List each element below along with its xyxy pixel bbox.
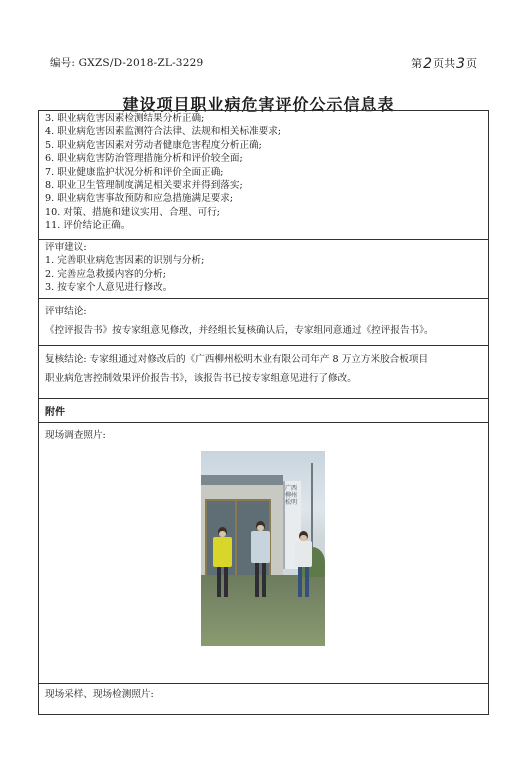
info-table <box>38 110 489 715</box>
recheck-line-2: 职业病危害控制效果评价报告书》，该报告书已按专家组意见进行了修改。 <box>45 373 357 384</box>
page-suffix: 页 <box>466 57 477 70</box>
conclusion-text: 《控评报告书》按专家组意见修改，并经组长复核确认后，专家组同意通过《控评报告书》。 <box>45 325 434 337</box>
page-mid: 页共 <box>433 57 456 70</box>
review-conclusion-cell <box>39 299 489 346</box>
suggestion-item: 3. 按专家个人意见进行修改。 <box>45 282 173 294</box>
suggestions-label: 评审建议: <box>45 242 87 253</box>
criteria-item: 8. 职业卫生管理制度满足相关要求并得到落实; <box>45 180 243 192</box>
evaluation-criteria-cell <box>39 111 489 240</box>
document-number: 编号: GXZS/D-2018-ZL-3229 <box>50 57 204 69</box>
review-suggestions-cell <box>39 240 489 299</box>
criteria-item: 9. 职业病危害事故预防和应急措施满足要求; <box>45 193 234 205</box>
site-photo-cell <box>39 423 489 684</box>
conclusion-label: 评审结论: <box>45 306 87 317</box>
site-survey-photo <box>201 451 325 646</box>
criteria-item: 11. 评价结论正确。 <box>45 220 131 232</box>
recheck-conclusion-cell <box>39 346 489 399</box>
criteria-item: 3. 职业病危害因素检测结果分析正确; <box>45 113 205 124</box>
site-photo-label: 现场调查照片: <box>45 430 106 441</box>
criteria-item: 10. 对策、措施和建议实用、合理、可行; <box>45 206 221 218</box>
suggestion-item: 1. 完善职业病危害因素的识别与分析; <box>45 255 205 267</box>
photo-roof <box>201 475 283 485</box>
page-header <box>50 55 477 71</box>
criteria-item: 7. 职业健康监护状况分析和评价全面正确; <box>45 166 224 178</box>
page-current-handwritten: 2 <box>423 56 433 72</box>
recheck-line-1: 复核结论: 专家组通过对修改后的《广西柳州松明木业有限公司年产 8 万立方米胶合板项目 <box>45 354 429 365</box>
photo-sign-text: 广西柳州松明 <box>285 485 298 506</box>
page-prefix: 第 <box>411 57 423 70</box>
document-title: 建设项目职业病危害评价公示信息表 <box>122 95 395 114</box>
attachments-heading: 附件 <box>39 399 489 423</box>
sampling-photo-cell <box>39 684 489 715</box>
page-indicator <box>411 55 477 71</box>
suggestion-item: 2. 完善应急救援内容的分析; <box>45 268 166 280</box>
criteria-item: 5. 职业病危害因素对劳动者健康危害程度分析正确; <box>45 139 262 151</box>
photo-door-frame <box>235 499 237 577</box>
page-total-handwritten: 3 <box>456 56 465 72</box>
sampling-photo-label: 现场采样、现场检测照片: <box>45 689 154 700</box>
criteria-item: 4. 职业病危害因素监测符合法律、法规和相关标准要求; <box>45 126 282 138</box>
criteria-item: 6. 职业病危害防治管理措施分析和评价较全面; <box>45 153 243 165</box>
